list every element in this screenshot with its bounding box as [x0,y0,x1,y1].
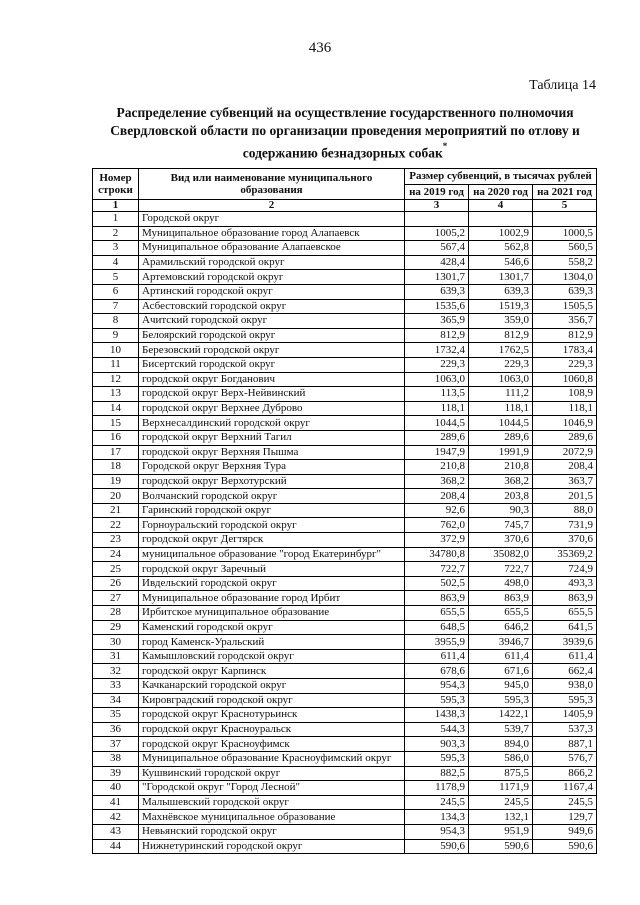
subsidy-table [92,168,597,854]
table-row [93,737,597,752]
table-row [93,766,597,781]
cell-value-2020: 498,0 [469,576,533,591]
cell-value-2019: 648,5 [405,620,469,635]
cell-value-2019: 611,4 [405,649,469,664]
cell-row-number: 21 [93,503,139,518]
cell-row-number: 26 [93,576,139,591]
cell-row-number: 7 [93,299,139,314]
cell-row-number: 12 [93,372,139,387]
cell-municipality-name: Гаринский городской округ [139,503,405,518]
cell-row-number: 32 [93,664,139,679]
cell-value-2021: 129,7 [533,810,597,825]
header-year-2020: на 2020 год [469,184,533,200]
cell-value-2019: 245,5 [405,795,469,810]
cell-value-2021: 201,5 [533,489,597,504]
cell-value-2019: 34780,8 [405,547,469,562]
cell-value-2019: 544,3 [405,722,469,737]
cell-value-2019: 812,9 [405,328,469,343]
cell-value-2019: 1301,7 [405,270,469,285]
table-row [93,795,597,810]
cell-value-2020: 945,0 [469,679,533,694]
header-row-number: Номер строки [93,169,139,200]
cell-row-number: 18 [93,460,139,475]
cell-value-2019: 208,4 [405,489,469,504]
cell-value-2020 [469,212,533,227]
cell-value-2021: 1046,9 [533,416,597,431]
table-row [93,664,597,679]
cell-value-2021: 595,3 [533,693,597,708]
cell-value-2021: 655,5 [533,606,597,621]
cell-row-number: 1 [93,212,139,227]
cell-value-2021: 611,4 [533,649,597,664]
cell-row-number: 34 [93,693,139,708]
cell-value-2020: 639,3 [469,284,533,299]
cell-row-number: 24 [93,547,139,562]
cell-value-2020: 1044,5 [469,416,533,431]
cell-row-number: 30 [93,635,139,650]
cell-row-number: 15 [93,416,139,431]
table-row [93,547,597,562]
cell-row-number: 4 [93,255,139,270]
cell-value-2019: 113,5 [405,387,469,402]
cell-value-2019: 954,3 [405,824,469,839]
cell-row-number: 35 [93,708,139,723]
cell-value-2020: 586,0 [469,751,533,766]
cell-municipality-name: Кировградский городской округ [139,693,405,708]
cell-municipality-name: Муниципальное образование город Алапаевск [139,226,405,241]
cell-value-2019: 502,5 [405,576,469,591]
cell-value-2020: 1519,3 [469,299,533,314]
cell-value-2020: 1762,5 [469,343,533,358]
cell-municipality-name: Камышловский городской округ [139,649,405,664]
cell-municipality-name: Махнёвское муниципальное образование [139,810,405,825]
cell-row-number: 37 [93,737,139,752]
cell-value-2019: 1535,6 [405,299,469,314]
cell-row-number: 16 [93,430,139,445]
table-row [93,212,597,227]
table-row [93,284,597,299]
cell-value-2021: 108,9 [533,387,597,402]
cell-municipality-name: Муниципальное образование город Ирбит [139,591,405,606]
cell-value-2021 [533,212,597,227]
cell-value-2021: 938,0 [533,679,597,694]
header-municipality: Вид или наименование муниципального образования [139,169,405,200]
cell-value-2021: 724,9 [533,562,597,577]
table-row [93,328,597,343]
cell-value-2019: 118,1 [405,401,469,416]
column-index: 1 [93,200,139,212]
cell-value-2020: 370,6 [469,533,533,548]
cell-value-2021: 641,5 [533,620,597,635]
cell-value-2019: 882,5 [405,766,469,781]
cell-value-2021: 88,0 [533,503,597,518]
cell-municipality-name: городской округ Красноуфимск [139,737,405,752]
cell-value-2021: 3939,6 [533,635,597,650]
cell-value-2020: 546,6 [469,255,533,270]
cell-value-2021: 363,7 [533,474,597,489]
table-row [93,781,597,796]
table-row [93,372,597,387]
cell-municipality-name: Невьянский городской округ [139,824,405,839]
cell-row-number: 27 [93,591,139,606]
cell-value-2020: 245,5 [469,795,533,810]
header-year-2019: на 2019 год [405,184,469,200]
cell-municipality-name: Артинский городской округ [139,284,405,299]
cell-row-number: 33 [93,679,139,694]
header-row [93,169,597,185]
cell-row-number: 14 [93,401,139,416]
table-row [93,591,597,606]
cell-value-2020: 1063,0 [469,372,533,387]
table-row [93,489,597,504]
cell-value-2019: 210,8 [405,460,469,475]
cell-value-2019: 954,3 [405,679,469,694]
table-row [93,693,597,708]
cell-value-2020: 368,2 [469,474,533,489]
cell-value-2020: 590,6 [469,839,533,854]
cell-value-2021: 576,7 [533,751,597,766]
cell-row-number: 41 [93,795,139,810]
cell-value-2019: 590,6 [405,839,469,854]
cell-value-2019: 678,6 [405,664,469,679]
cell-value-2019: 567,4 [405,241,469,256]
cell-row-number: 9 [93,328,139,343]
table-row [93,576,597,591]
table-row [93,708,597,723]
table-row [93,533,597,548]
cell-value-2021: 560,5 [533,241,597,256]
cell-value-2021: 866,2 [533,766,597,781]
cell-value-2020: 875,5 [469,766,533,781]
table-row [93,299,597,314]
cell-row-number: 5 [93,270,139,285]
table-row [93,343,597,358]
cell-municipality-name: городской округ Верхний Тагил [139,430,405,445]
cell-row-number: 2 [93,226,139,241]
column-index: 5 [533,200,597,212]
cell-row-number: 19 [93,474,139,489]
cell-row-number: 23 [93,533,139,548]
cell-municipality-name: Волчанский городской округ [139,489,405,504]
cell-value-2020: 539,7 [469,722,533,737]
header-year-2021: на 2021 год [533,184,597,200]
cell-municipality-name: городской округ Краснотурьинск [139,708,405,723]
cell-municipality-name: Нижнетуринский городской округ [139,839,405,854]
table-row [93,241,597,256]
cell-row-number: 13 [93,387,139,402]
cell-row-number: 31 [93,649,139,664]
cell-municipality-name: город Каменск-Уральский [139,635,405,650]
cell-value-2019: 903,3 [405,737,469,752]
document-title [90,104,600,163]
cell-value-2021: 662,4 [533,664,597,679]
cell-municipality-name: Ачитский городской округ [139,314,405,329]
cell-value-2020: 671,6 [469,664,533,679]
cell-value-2020: 118,1 [469,401,533,416]
cell-value-2019: 1178,9 [405,781,469,796]
table-row [93,401,597,416]
cell-municipality-name: Ивдельский городской округ [139,576,405,591]
cell-value-2019: 1947,9 [405,445,469,460]
cell-municipality-name: Каменский городской округ [139,620,405,635]
cell-row-number: 38 [93,751,139,766]
table-row [93,255,597,270]
cell-municipality-name: Муниципальное образование Алапаевское [139,241,405,256]
cell-value-2021: 949,6 [533,824,597,839]
cell-value-2020: 35082,0 [469,547,533,562]
title-line-2: Свердловской области по организации проведения мероприятий по отлову и [110,123,580,138]
table-row [93,562,597,577]
cell-value-2021: 1505,5 [533,299,597,314]
cell-value-2021: 887,1 [533,737,597,752]
cell-value-2021: 1405,9 [533,708,597,723]
cell-value-2019: 1044,5 [405,416,469,431]
cell-value-2021: 590,6 [533,839,597,854]
cell-row-number: 20 [93,489,139,504]
cell-value-2021: 208,4 [533,460,597,475]
cell-value-2020: 203,8 [469,489,533,504]
cell-value-2020: 229,3 [469,357,533,372]
cell-row-number: 36 [93,722,139,737]
cell-municipality-name: Городской округ [139,212,405,227]
cell-row-number: 42 [93,810,139,825]
cell-row-number: 39 [93,766,139,781]
table-row [93,226,597,241]
footnote-mark: * [442,141,448,151]
table-row [93,416,597,431]
cell-value-2021: 639,3 [533,284,597,299]
header-subsidy-size: Размер субвенций, в тысячах рублей [405,169,597,185]
table-row [93,474,597,489]
cell-municipality-name: "Городской округ "Город Лесной" [139,781,405,796]
cell-value-2020: 111,2 [469,387,533,402]
cell-municipality-name: Артемовский городской округ [139,270,405,285]
cell-value-2019: 762,0 [405,518,469,533]
cell-municipality-name: городской округ Верхняя Пышма [139,445,405,460]
column-index: 3 [405,200,469,212]
cell-row-number: 29 [93,620,139,635]
cell-municipality-name: городской округ Красноуральск [139,722,405,737]
cell-value-2020: 1422,1 [469,708,533,723]
cell-municipality-name: Малышевский городской округ [139,795,405,810]
cell-municipality-name: Арамильский городской округ [139,255,405,270]
cell-row-number: 25 [93,562,139,577]
table-row [93,751,597,766]
table-row [93,635,597,650]
cell-value-2019: 722,7 [405,562,469,577]
cell-value-2021: 356,7 [533,314,597,329]
cell-value-2021: 1304,0 [533,270,597,285]
table-row [93,722,597,737]
cell-municipality-name: Белоярский городской округ [139,328,405,343]
title-line-1: Распределение субвенций на осуществление государственного полномочия [116,105,574,120]
cell-value-2021: 245,5 [533,795,597,810]
cell-row-number: 3 [93,241,139,256]
cell-value-2020: 745,7 [469,518,533,533]
table-row [93,824,597,839]
cell-value-2020: 1171,9 [469,781,533,796]
cell-value-2021: 2072,9 [533,445,597,460]
cell-value-2019: 289,6 [405,430,469,445]
column-index-row [93,200,597,212]
cell-municipality-name: городской округ Дегтярск [139,533,405,548]
cell-value-2019: 372,9 [405,533,469,548]
cell-row-number: 17 [93,445,139,460]
cell-value-2021: 35369,2 [533,547,597,562]
cell-value-2020: 812,9 [469,328,533,343]
cell-value-2020: 1002,9 [469,226,533,241]
cell-value-2020: 722,7 [469,562,533,577]
table-row [93,314,597,329]
table-row [93,430,597,445]
cell-value-2019: 365,9 [405,314,469,329]
cell-value-2020: 289,6 [469,430,533,445]
cell-value-2019: 3955,9 [405,635,469,650]
column-index: 4 [469,200,533,212]
cell-municipality-name: муниципальное образование "город Екатеринбург" [139,547,405,562]
cell-value-2021: 289,6 [533,430,597,445]
cell-value-2019: 595,3 [405,751,469,766]
cell-row-number: 11 [93,357,139,372]
cell-value-2020: 951,9 [469,824,533,839]
cell-municipality-name: Ирбитское муниципальное образование [139,606,405,621]
cell-row-number: 22 [93,518,139,533]
table-caption: Таблица 14 [529,78,596,93]
cell-municipality-name: Качканарский городской округ [139,679,405,694]
cell-value-2020: 3946,7 [469,635,533,650]
cell-value-2021: 1783,4 [533,343,597,358]
cell-municipality-name: Городской округ Верхняя Тура [139,460,405,475]
cell-row-number: 8 [93,314,139,329]
cell-value-2020: 1301,7 [469,270,533,285]
cell-value-2021: 493,3 [533,576,597,591]
cell-row-number: 44 [93,839,139,854]
cell-value-2019 [405,212,469,227]
cell-value-2021: 863,9 [533,591,597,606]
table-row [93,620,597,635]
table-row [93,503,597,518]
cell-row-number: 10 [93,343,139,358]
table-row [93,839,597,854]
table-row [93,460,597,475]
table-row [93,679,597,694]
cell-value-2021: 118,1 [533,401,597,416]
cell-municipality-name: городской округ Карпинск [139,664,405,679]
cell-value-2020: 90,3 [469,503,533,518]
cell-value-2020: 894,0 [469,737,533,752]
cell-municipality-name: Горноуральский городской округ [139,518,405,533]
title-line-3-text: содержанию безнадзорных собак [242,145,443,161]
cell-municipality-name: городской округ Верхнее Дуброво [139,401,405,416]
cell-value-2020: 646,2 [469,620,533,635]
cell-value-2020: 562,8 [469,241,533,256]
table-row [93,270,597,285]
table-row [93,810,597,825]
cell-value-2021: 558,2 [533,255,597,270]
cell-value-2020: 1991,9 [469,445,533,460]
cell-row-number: 40 [93,781,139,796]
cell-value-2019: 1732,4 [405,343,469,358]
cell-value-2019: 134,3 [405,810,469,825]
cell-value-2021: 812,9 [533,328,597,343]
cell-value-2019: 368,2 [405,474,469,489]
cell-value-2019: 1438,3 [405,708,469,723]
cell-value-2021: 1060,8 [533,372,597,387]
table-row [93,518,597,533]
cell-row-number: 43 [93,824,139,839]
cell-municipality-name: Бисертский городской округ [139,357,405,372]
cell-value-2019: 92,6 [405,503,469,518]
title-line-3 [90,140,600,163]
cell-value-2020: 210,8 [469,460,533,475]
cell-municipality-name: Верхнесалдинский городской округ [139,416,405,431]
cell-municipality-name: городской округ Верхотурский [139,474,405,489]
table-row [93,387,597,402]
cell-municipality-name: городской округ Богданович [139,372,405,387]
cell-municipality-name: Асбестовский городской округ [139,299,405,314]
cell-value-2019: 229,3 [405,357,469,372]
cell-value-2020: 595,3 [469,693,533,708]
cell-value-2021: 229,3 [533,357,597,372]
cell-value-2020: 611,4 [469,649,533,664]
cell-value-2020: 132,1 [469,810,533,825]
cell-value-2019: 428,4 [405,255,469,270]
cell-value-2019: 655,5 [405,606,469,621]
table-row [93,357,597,372]
cell-value-2019: 1063,0 [405,372,469,387]
cell-value-2021: 1000,5 [533,226,597,241]
cell-municipality-name: городской округ Верх-Нейвинский [139,387,405,402]
cell-municipality-name: Муниципальное образование Красноуфимский округ [139,751,405,766]
cell-municipality-name: Березовский городской округ [139,343,405,358]
cell-value-2020: 863,9 [469,591,533,606]
table-row [93,649,597,664]
cell-municipality-name: Кушвинский городской округ [139,766,405,781]
cell-row-number: 6 [93,284,139,299]
cell-value-2020: 655,5 [469,606,533,621]
column-index: 2 [139,200,405,212]
table-body [93,212,597,854]
cell-value-2019: 1005,2 [405,226,469,241]
cell-value-2020: 359,0 [469,314,533,329]
table-row [93,606,597,621]
cell-value-2019: 639,3 [405,284,469,299]
table-row [93,445,597,460]
cell-value-2019: 595,3 [405,693,469,708]
page-number: 436 [308,40,332,56]
cell-value-2021: 537,3 [533,722,597,737]
cell-value-2021: 1167,4 [533,781,597,796]
cell-municipality-name: городской округ Заречный [139,562,405,577]
cell-row-number: 28 [93,606,139,621]
cell-value-2021: 370,6 [533,533,597,548]
cell-value-2019: 863,9 [405,591,469,606]
cell-value-2021: 731,9 [533,518,597,533]
